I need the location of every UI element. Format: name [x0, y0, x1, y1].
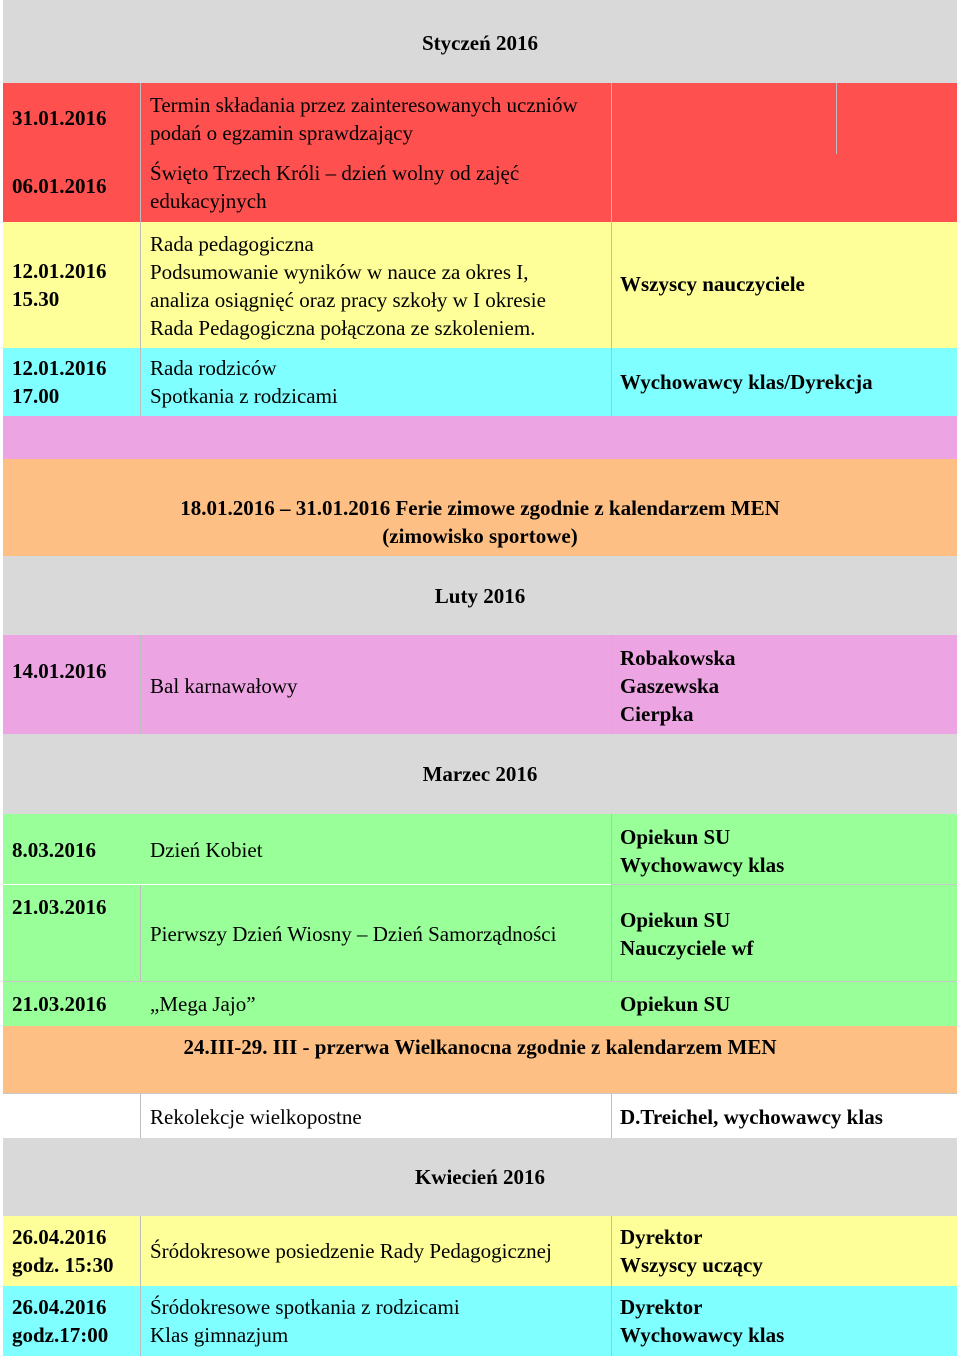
break-line: 18.01.2016 – 31.01.2016 Ferie zimowe zgodnie z kalendarzem MEN — [180, 496, 780, 520]
column-divider — [140, 83, 141, 154]
event-responsible — [611, 635, 957, 734]
event-responsible — [611, 1286, 957, 1356]
event-line: Spotkania z rodzicami — [150, 384, 338, 408]
date-line: 06.01.2016 — [12, 174, 107, 198]
column-divider — [140, 1094, 141, 1138]
responsible-line: Cierpka — [620, 702, 694, 726]
column-divider — [611, 885, 612, 981]
event-responsible — [611, 1216, 957, 1286]
event-line: Rada pedagogiczna — [150, 232, 314, 256]
responsible-line: Dyrektor — [620, 1295, 703, 1319]
date-line: 14.01.2016 — [12, 659, 107, 683]
event-description — [140, 814, 611, 884]
event-description — [140, 1286, 611, 1356]
column-divider — [611, 348, 612, 416]
event-description — [140, 1094, 611, 1138]
responsible-line: Opiekun SU — [620, 908, 731, 932]
event-line: Klas gimnazjum — [150, 1323, 289, 1347]
date-line: 12.01.2016 — [12, 356, 107, 380]
responsible-line: Wszyscy uczący — [620, 1253, 763, 1277]
table-row — [3, 885, 957, 981]
event-responsible — [611, 814, 957, 884]
table-row — [3, 814, 957, 884]
column-divider — [611, 222, 612, 348]
column-divider — [836, 83, 837, 154]
event-line: Rada rodziców — [150, 356, 277, 380]
event-line: Dzień Kobiet — [150, 838, 263, 862]
event-line: „Mega Jajo” — [150, 992, 256, 1016]
event-date — [3, 348, 140, 416]
event-date — [3, 885, 140, 981]
column-divider — [611, 1094, 612, 1138]
event-line: Termin składania przez zainteresowanych uczniów — [150, 93, 578, 117]
date-line: 12.01.2016 — [12, 259, 107, 283]
table-row — [3, 348, 957, 416]
column-divider — [140, 348, 141, 416]
date-line: godz.17:00 — [12, 1323, 109, 1347]
spacer-row — [3, 416, 957, 459]
event-description — [140, 982, 611, 1026]
event-description — [140, 83, 611, 154]
winter-break-text — [3, 459, 957, 556]
table-row — [3, 982, 957, 1026]
column-divider — [611, 1216, 612, 1286]
date-line: 21.03.2016 — [12, 992, 107, 1016]
responsible-line: D.Treichel, wychowawcy klas — [620, 1105, 883, 1129]
event-responsible — [611, 222, 957, 348]
table-row — [3, 83, 957, 154]
month-header-march — [3, 734, 957, 814]
responsible-line: Wychowawcy klas/Dyrekcja — [620, 370, 873, 394]
event-responsible — [611, 83, 957, 154]
column-divider — [140, 885, 141, 981]
column-divider — [140, 1286, 141, 1356]
event-date — [3, 154, 140, 222]
event-line: Podsumowanie wyników w nauce za okres I, — [150, 260, 529, 284]
table-row — [3, 635, 957, 734]
event-responsible — [611, 885, 957, 981]
easter-break-row — [3, 1026, 957, 1093]
responsible-line: Gaszewska — [620, 674, 720, 698]
responsible-line: Opiekun SU — [620, 992, 731, 1016]
easter-break-text: 24.III-29. III - przerwa Wielkanocna zgodnie z kalendarzem MEN — [183, 1035, 777, 1059]
table-row — [3, 1286, 957, 1356]
event-responsible — [611, 154, 957, 222]
event-description — [140, 348, 611, 416]
date-line: 26.04.2016 — [12, 1225, 107, 1249]
month-title: Marzec 2016 — [422, 762, 538, 786]
responsible-line: Wszyscy nauczyciele — [620, 272, 805, 296]
responsible-line: Robakowska — [620, 646, 736, 670]
event-line: Śródokresowe posiedzenie Rady Pedagogicznej — [150, 1239, 552, 1263]
column-divider — [140, 635, 141, 734]
month-header-february — [3, 556, 957, 635]
event-date — [3, 1094, 140, 1138]
month-header-january — [3, 0, 957, 83]
month-title: Luty 2016 — [434, 584, 526, 608]
column-divider — [140, 222, 141, 348]
event-description — [140, 635, 611, 734]
event-date — [3, 1286, 140, 1356]
column-divider — [611, 1286, 612, 1356]
column-divider — [611, 83, 612, 154]
date-line: 15.30 — [12, 287, 60, 311]
event-line: analiza osiągnięć oraz pracy szkoły w I okresie — [150, 288, 546, 312]
event-responsible — [611, 1094, 957, 1138]
event-responsible — [611, 982, 957, 1026]
event-line: Rada Pedagogiczna połączona ze szkoleniem. — [150, 316, 536, 340]
date-line: godz. 15:30 — [12, 1253, 114, 1277]
table-row — [3, 1093, 957, 1138]
event-responsible — [611, 348, 957, 416]
responsible-line: Nauczyciele wf — [620, 936, 754, 960]
event-date — [3, 635, 140, 734]
event-line: edukacyjnych — [150, 189, 267, 213]
event-date — [3, 814, 140, 884]
break-line: (zimowisko sportowe) — [382, 524, 578, 548]
responsible-line: Wychowawcy klas — [620, 1323, 785, 1347]
event-date — [3, 982, 140, 1026]
column-divider — [140, 154, 141, 222]
event-line: Pierwszy Dzień Wiosny – Dzień Samorządności — [150, 922, 557, 946]
date-line: 26.04.2016 — [12, 1295, 107, 1319]
table-row — [3, 222, 957, 348]
event-date — [3, 222, 140, 348]
date-line: 31.01.2016 — [12, 106, 107, 130]
date-line: 21.03.2016 — [12, 895, 107, 919]
event-line: Śródokresowe spotkania z rodzicami — [150, 1295, 460, 1319]
event-date — [3, 1216, 140, 1286]
responsible-line: Wychowawcy klas — [620, 853, 785, 877]
event-date — [3, 83, 140, 154]
table-row — [3, 154, 957, 222]
winter-break-row — [3, 459, 957, 556]
event-line: podań o egzamin sprawdzający — [150, 121, 413, 145]
event-description — [140, 885, 611, 981]
event-line: Święto Trzech Króli – dzień wolny od zajęć — [150, 161, 520, 185]
column-divider — [611, 154, 612, 222]
event-description — [140, 154, 611, 222]
table-row — [3, 1216, 957, 1286]
event-description — [140, 1216, 611, 1286]
responsible-line: Dyrektor — [620, 1225, 703, 1249]
month-title: Styczeń 2016 — [421, 31, 539, 55]
event-description — [140, 222, 611, 348]
date-line: 17.00 — [12, 384, 60, 408]
event-line: Rekolekcje wielkopostne — [150, 1105, 362, 1129]
column-divider — [611, 635, 612, 734]
event-line: Bal karnawałowy — [150, 674, 298, 698]
column-divider — [140, 1216, 141, 1286]
date-line: 8.03.2016 — [12, 838, 96, 862]
responsible-line: Opiekun SU — [620, 825, 731, 849]
column-divider — [611, 814, 612, 884]
month-title: Kwiecień 2016 — [414, 1165, 546, 1189]
month-header-april — [3, 1138, 957, 1216]
